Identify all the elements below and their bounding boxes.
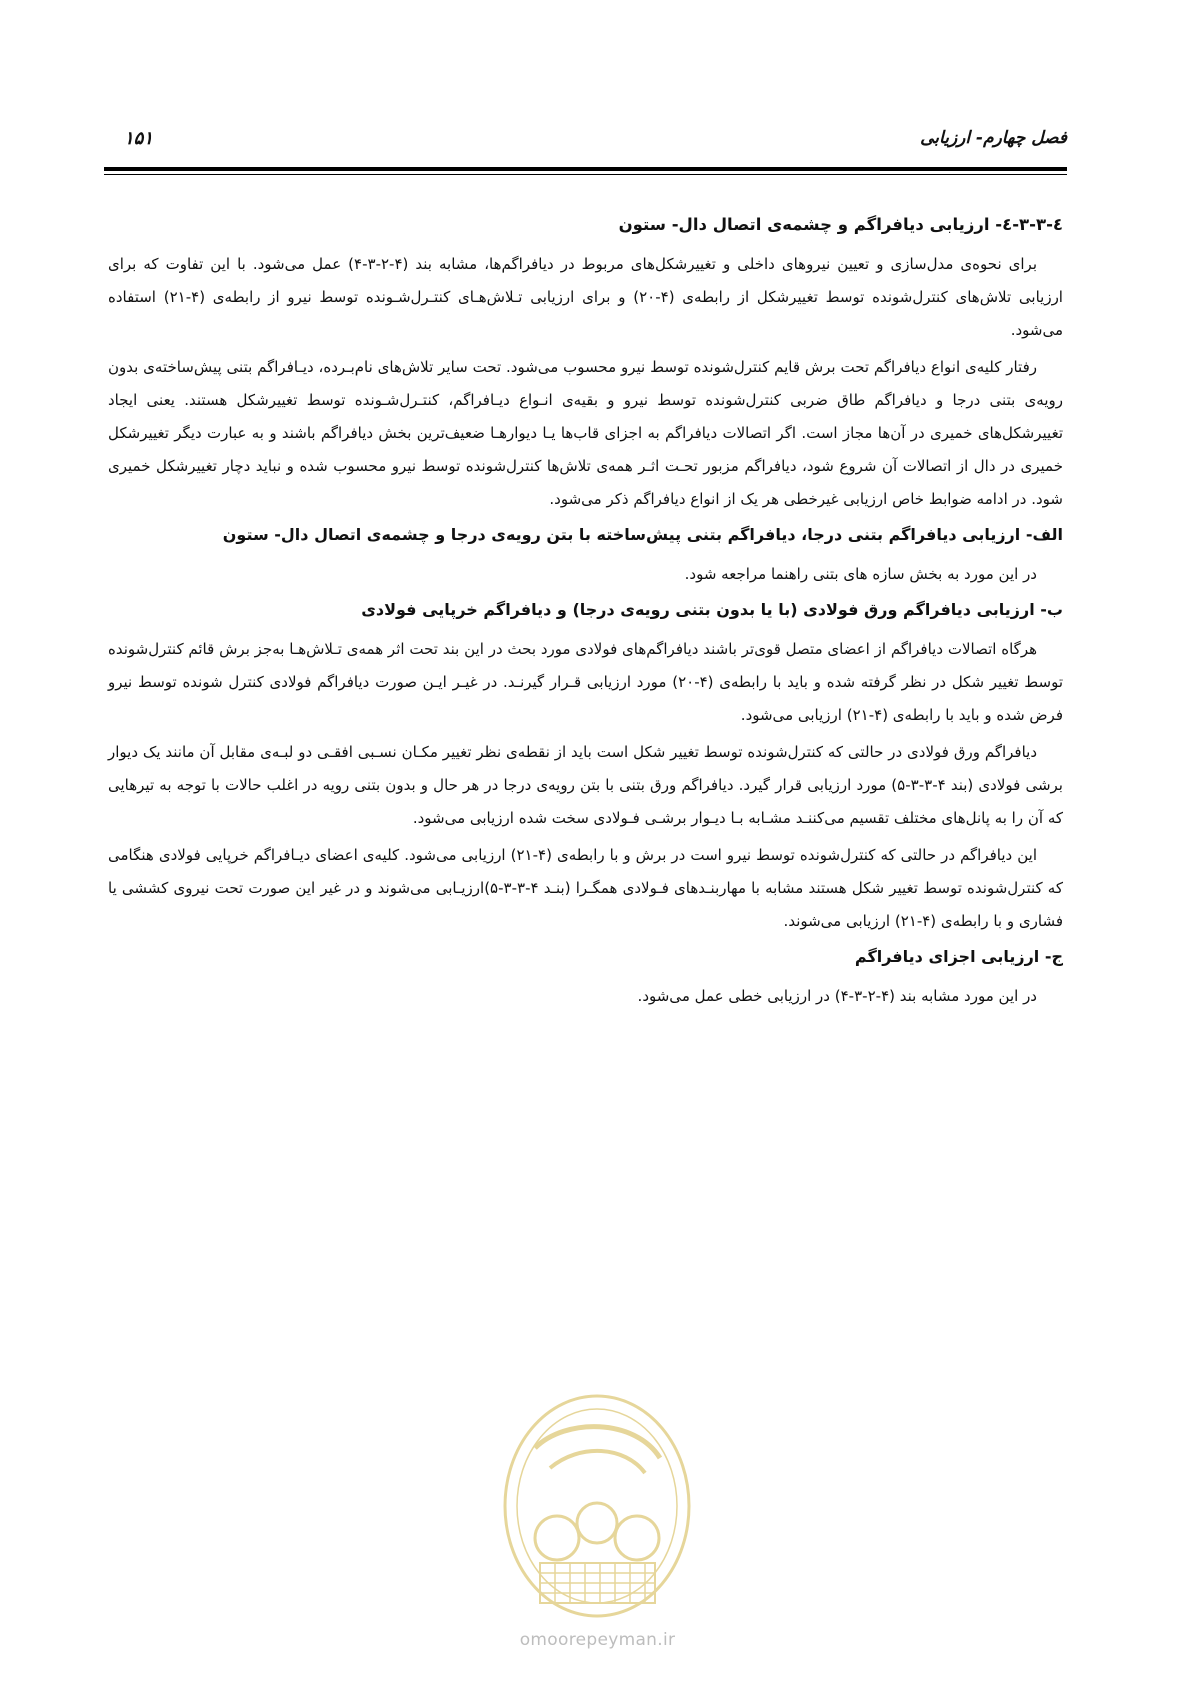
omoore-peyman-seal-icon — [495, 1388, 700, 1628]
subsection-heading-alef: الف- ارزیابی دیافراگم بتنی درجا، دیافراگم بتنی پیش‌ساخته با بتن رویه‌ی درجا و چشمه‌ی اتصال دال- ستون — [222, 525, 1063, 544]
paragraph: هرگاه اتصالات دیافراگم از اعضای متصل قوی‌تر باشند دیافراگم‌های فولادی مورد بحث در این بند تحت اثر همه‌ی تـلاش‌هـا به‌جز برش قائم کنترل‌شونده توسط تغییر شکل در نظر گرفته شده و باید با رابطه‌ی (۴-۲۰) مورد ارزیابی قـرار گیرنـد. در غیـر ایـن صورت دیافراگم فولادی کنترل شونده توسط نیرو فرض شده و باید با رابطه‌ی (۴-۲۱) ارزیابی می‌شود. — [108, 640, 1063, 724]
subsection-heading-jim: ج- ارزیابی اجزای دیافراگم — [854, 947, 1063, 966]
page-number: ۱۵۱ — [124, 128, 154, 149]
paragraph: دیافراگم ورق فولادی در حالتی که کنترل‌شونده توسط تغییر شکل است باید از نقطه‌ی نظر تغییر مکـان نسـبی افقـی دو لبـه‌ی مقابل آن مانند یک دیوار برشی فولادی (بند ۴-۳-۳-۵) مورد ارزیابی قرار گیرد. دیافراگم ورق بتنی با بتن رویه‌ی درجا در هر حال و بدون بتنی رویه در اغلب حالات با توجه به تیرهایی که آن را به پانل‌های مختلف تقسیم می‌کننـد مشـابه بـا دیـوار برشـی فـولادی سخت شده ارزیابی می‌شود. — [108, 743, 1063, 827]
page-content — [108, 206, 1063, 1017]
subsection-heading-be: ب- ارزیابی دیافراگم ورق فولادی (با یا بدون بتنی رویه‌ی درجا) و دیافراگم خرپایی فولادی — [361, 600, 1063, 619]
watermark-url: omoorepeyman.ir — [519, 1630, 676, 1650]
paragraph: رفتار کلیه‌ی انواع دیافراگم تحت برش قایم کنترل‌شونده توسط نیرو محسوب می‌شود. تحت سایر تلاش‌های نام‌بـرده، دیـافراگم بتنی پیش‌ساخته‌ی بدون رویه‌ی بتنی درجا و دیافراگم طاق ضربی کنترل‌شونده توسط نیرو و بقیه‌ی انـواع دیـافراگم، کنتـرل‌شـونده توسط تغییرشکل هستند. یعنی ایجاد تغییرشکل‌های خمیری در آن‌ها مجاز است. اگر اتصالات دیافراگم به اجزای قاب‌ها یـا دیوارهـا ضعیف‌ترین بخش دیافراگم باشند و به عبارت دیگر تغییرشکل خمیری در دال از اتصالات آن شروع شود، دیافراگم مزبور تحـت اثـر همه‌ی تلاش‌ها کنترل‌شونده توسط نیرو محسوب شده و نباید دچار تغییرشکل خمیری شود. در ادامه ضوابط خاص ارزیابی غیرخطی هر یک از انواع دیافراگم ذکر می‌شود. — [108, 358, 1063, 508]
paragraph: در این مورد به بخش سازه های بتنی راهنما مراجعه شود. — [684, 565, 1037, 583]
header-rule-thin — [104, 174, 1067, 175]
chapter-title: فصل چهارم- ارزیابی — [920, 128, 1067, 148]
paragraph: این دیافراگم در حالتی که کنترل‌شونده توسط نیرو است در برش و با رابطه‌ی (۴-۲۱) ارزیابی می‌شود. کلیه‌ی اعضای دیـافراگم خرپایی فولادی هنگامی که کنترل‌شونده توسط تغییر شکل هستند مشابه با مهاربنـدهای فـولادی همگـرا (بنـد ۴-۳-۳-۵)ارزیـابی می‌شوند و در غیر این صورت تحت نیروی کششی یا فشاری و با رابطه‌ی (۴-۲۱) ارزیابی می‌شوند. — [108, 846, 1063, 930]
paragraph: در این مورد مشابه بند (۴-۲-۳-۴) در ارزیابی خطی عمل می‌شود. — [637, 987, 1037, 1005]
paragraph: برای نحوه‌ی مدل‌سازی و تعیین نیروهای داخلی و تغییرشکل‌های مربوط در دیافراگم‌ها، مشابه بند (۴-۲-۳-۴) عمل می‌شود. با این تفاوت که برای ارزیابی تلاش‌های کنترل‌شونده توسط تغییرشکل از رابطه‌ی (۴-۲۰) و برای ارزیابی تـلاش‌هـای کنتـرل‌شـونده توسط نیرو از رابطه‌ی (۴-۲۱) استفاده می‌شود. — [108, 255, 1063, 339]
section-heading: ٤-٣-٣-٤- ارزیابی دیافراگم و چشمه‌ی اتصال دال- ستون — [618, 215, 1063, 234]
header-rule-thick — [104, 167, 1067, 171]
page-header — [104, 128, 1067, 150]
watermark — [490, 1388, 705, 1658]
